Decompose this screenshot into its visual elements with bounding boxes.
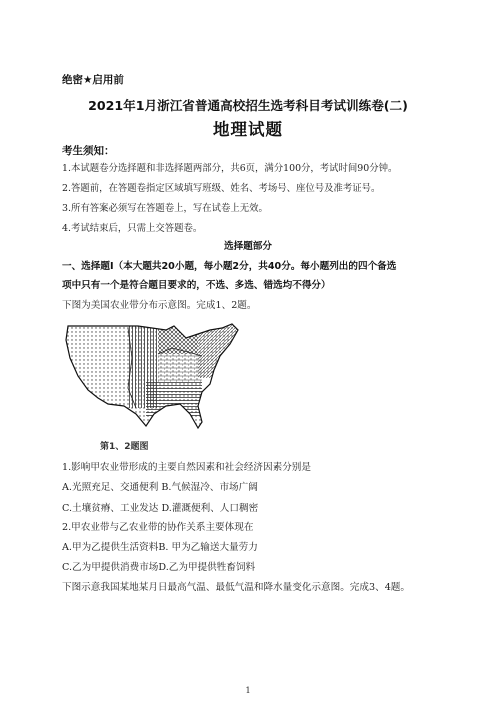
- notice-item: 1.本试题卷分选择题和非选择题两部分，共6页，满分100分，考试时间90分钟。: [62, 163, 398, 174]
- section-heading: 一、选择题Ⅰ（本大题共20小题，每小题2分，共40分。每小题列出的四个备选: [62, 261, 397, 272]
- question-intro: 下图为美国农业带分布示意图。完成1、2题。: [62, 300, 257, 311]
- confidential-label: 绝密★启用前: [62, 74, 124, 86]
- question-options: A.甲为乙提供生活资料B. 甲为乙输送大量劳力: [62, 542, 258, 553]
- question-options: A.光照充足、交通便利 B.气候湿冷、市场广阔: [62, 482, 258, 493]
- notice-item: 2.答题前，在答题卷指定区域填写班级、姓名、考场号、座位号及准考证号。: [62, 183, 381, 194]
- question-stem: 1.影响甲农业带形成的主要自然因素和社会经济因素分别是: [62, 462, 311, 473]
- figure-caption: 第1、2题图: [100, 442, 149, 452]
- part-title: 选择题部分: [224, 241, 272, 252]
- question-options: C.土壤贫瘠、工业发达 D.灌溉便利、人口稠密: [62, 503, 259, 514]
- section-heading-cont: 项中只有一个是符合题目要求的，不选、多选、错选均不得分）: [62, 280, 331, 291]
- question-intro: 下图示意我国某地某月日最高气温、最低气温和降水量变化示意图。完成3、4题。: [62, 582, 410, 593]
- question-options: C.乙为甲提供消费市场D.乙为甲提供牲畜饲料: [62, 562, 256, 573]
- page-number: 1: [245, 686, 251, 695]
- subject-title: 地理试题: [213, 120, 283, 139]
- exam-title: 2021年1月浙江省普通高校招生选考科目考试训练卷(二): [88, 98, 408, 113]
- notice-item: 3.所有答案必须写在答题卷上，写在试卷上无效。: [62, 203, 268, 214]
- notice-item: 4.考试结束后，只需上交答题卷。: [62, 223, 203, 234]
- question-stem: 2.甲农业带与乙农业带的协作关系主要体现在: [62, 522, 254, 533]
- us-agriculture-belt-map: [62, 318, 244, 436]
- notice-heading: 考生须知：: [62, 145, 115, 157]
